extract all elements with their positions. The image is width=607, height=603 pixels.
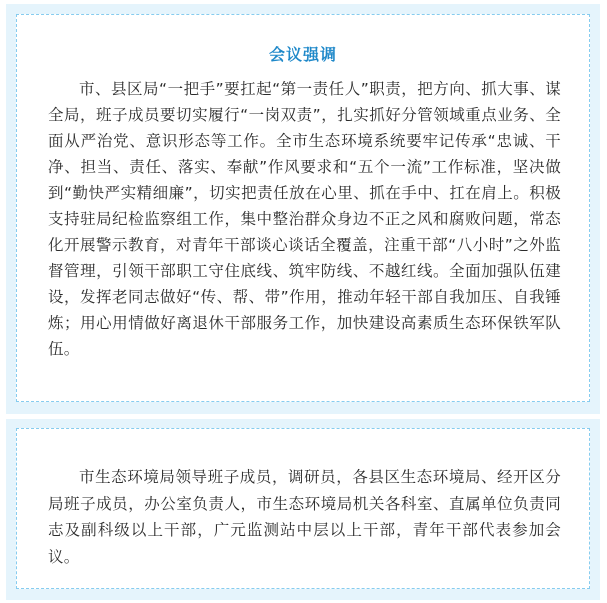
section-card [16,428,590,589]
emphasis-paragraph: 市、县区局“一把手”要扛起“第一责任人”职责，把方向、抓大事、谋全局，班子成员要切实履行“一岗双责”，扎实抓好分管领域重点业务、全面从严治党、意识形态等工作。全市生态环境系统要牢记传承“忠诚、干净、担当、责任、落实、奉献”作风要求和“五个一流”工作标准，坚决做到“勤快严实精细廉”，切实把责任放在心里、抓在手中、扛在肩上。积极支持驻局纪检监察组工作，集中整治群众身边不正之风和腐败问题，常态化开展警示教育，对青年干部谈心谈话全覆盖，注重干部“八小时”之外监督管理，引领干部职工守住底线、筑牢防线、不越红线。全面加强队伍建设，发挥老同志做好“传、帮、带”作用，推动年轻干部自我加压、自我锤炼；用心用情做好离退休干部服务工作，加快建设高素质生态环保铁军队伍。 [48,80,561,358]
attendees-paragraph: 市生态环境局领导班子成员，调研员，各县区生态环境局、经开区分局班子成员，办公室负责人，市生态环境局机关各科室、直属单位负责同志及副科级以上干部，广元监测站中层以上干部，青年干部代表参加会议。 [48,468,561,566]
section-card [16,14,590,402]
section-heading [259,43,347,67]
section-panel-attendees [6,419,600,600]
heading-wrap [17,43,589,67]
section-heading-text: 会议强调 [268,45,337,64]
section-panel-meeting-emphasis [6,4,600,414]
